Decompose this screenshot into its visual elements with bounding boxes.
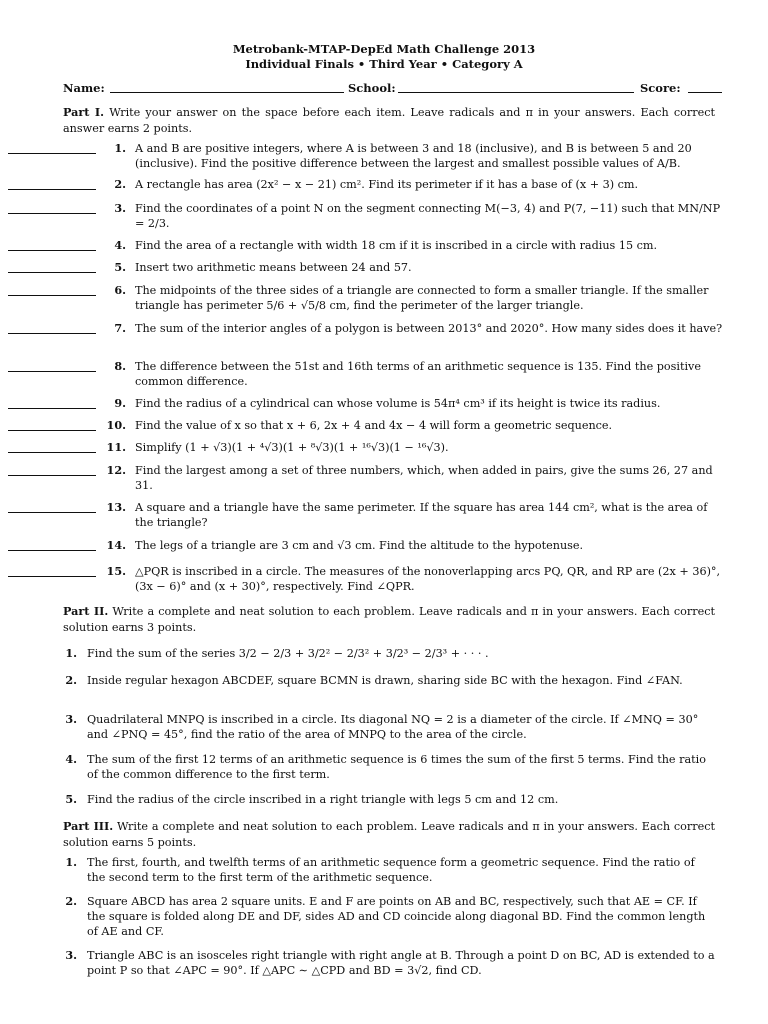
item-number: 14. bbox=[106, 538, 126, 552]
item-number: 2. bbox=[114, 177, 126, 191]
item-number: 8. bbox=[114, 359, 126, 373]
answer-blank[interactable] bbox=[8, 189, 96, 190]
part1-heading: Part I. bbox=[63, 105, 105, 119]
item-text: A rectangle has area (2x² − x − 21) cm². Find its perimeter if it has a base of (x + 3) cm. bbox=[135, 178, 639, 191]
answer-blank[interactable] bbox=[8, 550, 96, 551]
item-number: 5. bbox=[114, 260, 126, 274]
school-field[interactable] bbox=[398, 92, 634, 93]
answer-blank[interactable] bbox=[8, 371, 96, 372]
item-number: 4. bbox=[114, 238, 126, 252]
part3-heading: Part III. bbox=[63, 819, 114, 833]
item-number: 3. bbox=[114, 201, 126, 215]
answer-blank[interactable] bbox=[8, 452, 96, 453]
item-number: 9. bbox=[114, 396, 126, 410]
item-number: 1. bbox=[65, 855, 77, 869]
item-text: The midpoints of the three sides of a triangle are connected to form a smaller triangle. If the smaller triangle has perimeter 5/6 + √5/8 cm, find the perimeter of the larger triangle. bbox=[135, 284, 709, 312]
answer-blank[interactable] bbox=[8, 333, 96, 334]
item-number: 13. bbox=[106, 500, 126, 514]
item-text: Inside regular hexagon ABCDEF, square BCMN is drawn, sharing side BC with the hexagon. Find ∠FAN. bbox=[87, 674, 683, 687]
item-number: 3. bbox=[65, 712, 77, 726]
answer-blank[interactable] bbox=[8, 475, 96, 476]
item-text: A square and a triangle have the same perimeter. If the square has area 144 cm², what is the area of the triangle? bbox=[135, 501, 708, 529]
score-field[interactable] bbox=[688, 92, 722, 93]
item-number: 1. bbox=[65, 646, 77, 660]
item-text: Find the value of x so that x + 6, 2x + 4 and 4x − 4 will form a geometric sequence. bbox=[135, 419, 613, 432]
part1-instructions-text: Write your answer on the space before each item. Leave radicals and π in your answers. Each correct answer earns 2 points. bbox=[63, 106, 715, 135]
answer-blank[interactable] bbox=[8, 250, 96, 251]
item-number: 5. bbox=[65, 792, 77, 806]
item-text: Find the largest among a set of three numbers, which, when added in pairs, give the sums 26, 27 and 31. bbox=[135, 464, 713, 492]
item-text: The sum of the first 12 terms of an arithmetic sequence is 6 times the sum of the first 5 terms. Find the ratio of the common difference to the first term. bbox=[87, 753, 706, 781]
item-number: 4. bbox=[65, 752, 77, 766]
item-text: Find the coordinates of a point N on the segment connecting M(−3, 4) and P(7, −11) such that MN/NP = 2/3. bbox=[135, 202, 721, 230]
answer-blank[interactable] bbox=[8, 430, 96, 431]
school-label: School: bbox=[348, 81, 396, 95]
name-label: Name: bbox=[63, 81, 105, 95]
item-text: The legs of a triangle are 3 cm and √3 cm. Find the altitude to the hypotenuse. bbox=[135, 539, 584, 552]
answer-blank[interactable] bbox=[8, 576, 96, 577]
score-label: Score: bbox=[640, 81, 681, 95]
item-text: Find the radius of the circle inscribed in a right triangle with legs 5 cm and 12 cm. bbox=[87, 793, 559, 806]
answer-blank[interactable] bbox=[8, 408, 96, 409]
item-text: Square ABCD has area 2 square units. E and F are points on AB and BC, respectively, such that AE = CF. If the square is folded along DE and DF, sides AD and CD coincide along diagonal BD. Find the common length of AE and CF. bbox=[87, 895, 706, 938]
answer-blank[interactable] bbox=[8, 272, 96, 273]
part3-instructions-text: Write a complete and neat solution to each problem. Leave radicals and π in your answers. Each correct solution earns 5 points. bbox=[63, 820, 715, 849]
item-number: 2. bbox=[65, 673, 77, 687]
item-text: △PQR is inscribed in a circle. The measures of the nonoverlapping arcs PQ, QR, and RP are (2x + 36)°, (3x − 6)° and (x + 30)°, respectively. Find ∠QPR. bbox=[135, 565, 721, 593]
exam-subtitle: Individual Finals • Third Year • Category A bbox=[245, 57, 523, 71]
item-number: 11. bbox=[106, 440, 126, 454]
part2-instructions-text: Write a complete and neat solution to each problem. Leave radicals and π in your answers. Each correct solution earns 3 points. bbox=[63, 605, 715, 634]
item-number: 3. bbox=[65, 948, 77, 962]
part1-instructions bbox=[63, 104, 715, 137]
item-text: Triangle ABC is an isosceles right triangle with right angle at B. Through a point D on BC, AD is extended to a point P so that ∠APC = 90°. If △APC ∼ △CPD and BD = 3√2, find CD. bbox=[87, 949, 715, 977]
answer-blank[interactable] bbox=[8, 213, 96, 214]
answer-blank[interactable] bbox=[8, 512, 96, 513]
item-text: Find the radius of a cylindrical can whose volume is 54π⁴ cm³ if its height is twice its radius. bbox=[135, 397, 661, 410]
item-text: Find the sum of the series 3/2 − 2/3 + 3/2² − 2/3² + 3/2³ − 2/3³ + · · · . bbox=[87, 647, 489, 660]
item-number: 2. bbox=[65, 894, 77, 908]
name-field[interactable] bbox=[110, 92, 344, 93]
item-number: 12. bbox=[106, 463, 126, 477]
exam-title: Metrobank-MTAP-DepEd Math Challenge 2013 bbox=[232, 42, 536, 56]
part3-instructions bbox=[63, 818, 715, 851]
item-text: Find the area of a rectangle with width 18 cm if it is inscribed in a circle with radius 15 cm. bbox=[135, 239, 658, 252]
answer-blank[interactable] bbox=[8, 295, 96, 296]
item-text: The sum of the interior angles of a polygon is between 2013° and 2020°. How many sides does it have? bbox=[135, 322, 723, 335]
item-number: 7. bbox=[114, 321, 126, 335]
item-text: Insert two arithmetic means between 24 and 57. bbox=[135, 261, 412, 274]
item-text: A and B are positive integers, where A is between 3 and 18 (inclusive), and B is between 5 and 20 (inclusive). Find the positive difference between the largest and smallest possible values of A/B. bbox=[135, 142, 692, 170]
item-text: The difference between the 51st and 16th terms of an arithmetic sequence is 135. Find the positive common difference. bbox=[135, 360, 701, 388]
answer-blank[interactable] bbox=[8, 153, 96, 154]
item-text: Quadrilateral MNPQ is inscribed in a circle. Its diagonal NQ = 2 is a diameter of the circle. If ∠MNQ = 30° and ∠PNQ = 45°, find the ratio of the area of MNPQ to the area of the circle. bbox=[87, 713, 699, 741]
item-number: 15. bbox=[106, 564, 126, 578]
part2-heading: Part II. bbox=[63, 604, 109, 618]
item-number: 10. bbox=[106, 418, 126, 432]
item-text: The first, fourth, and twelfth terms of an arithmetic sequence form a geometric sequence. Find the ratio of the second term to the first term of the arithmetic sequence. bbox=[87, 856, 695, 884]
part2-instructions bbox=[63, 603, 715, 636]
item-number: 6. bbox=[114, 283, 126, 297]
item-text: Simplify (1 + √3)(1 + ⁴√3)(1 + ⁸√3)(1 + ¹⁶√3)(1 − ¹⁶√3). bbox=[135, 441, 449, 454]
item-number: 1. bbox=[114, 141, 126, 155]
